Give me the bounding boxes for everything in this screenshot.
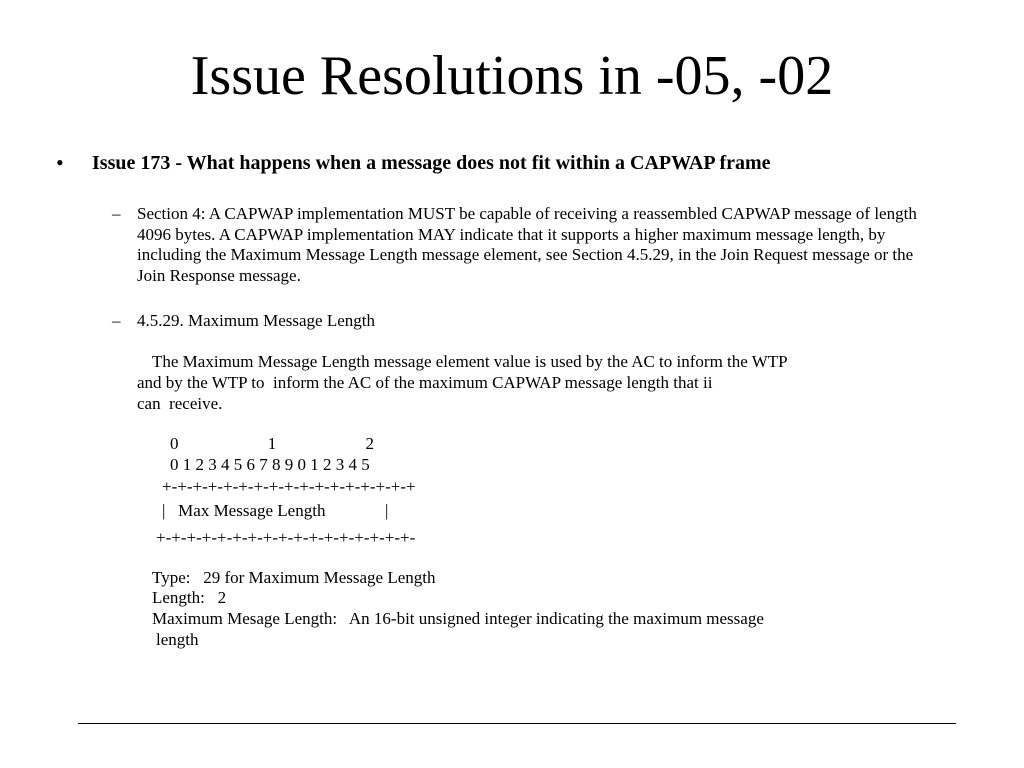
issue-heading: Issue 173 - What happens when a message does not fit within a CAPWAP frame [92,152,771,174]
max-length-field-line-cont: length [156,630,199,649]
bullet-marker: • [56,150,64,175]
max-length-field-line: Maximum Mesage Length: An 16-bit unsigned integer indicating the maximum message [152,609,764,628]
description-line: The Maximum Message Length message element value is used by the AC to inform the WTP [152,352,788,371]
section-4-text: Section 4: A CAPWAP implementation MUST be capable of receiving a reassembled CAPWAP message of length 4096 bytes. A CAPWAP implementation MAY indicate that it supports a higher maximum message length, by including the Maximum Message Length message element, see Section 4.5.29, in the Join Request message or the Join Response message. [137,204,917,285]
slide-title: Issue Resolutions in -05, -02 [190,45,834,107]
section-heading-4-5-29: 4.5.29. Maximum Message Length [137,311,375,330]
type-field-line: Type: 29 for Maximum Message Length [152,568,436,587]
diagram-border-top: +-+-+-+-+-+-+-+-+-+-+-+-+-+-+-+-+ [162,477,416,496]
bit-ruler-units: 0 1 2 3 4 5 6 7 8 9 0 1 2 3 4 5 [170,455,370,474]
description-line: can receive. [137,394,223,413]
diagram-border-bottom: +-+-+-+-+-+-+-+-+-+-+-+-+-+-+-+-+- [156,528,416,547]
diagram-field-row: | Max Message Length | [162,501,389,520]
sub-bullet-dash: – [112,204,121,223]
footer-divider [78,723,956,724]
description-line: and by the WTP to inform the AC of the maximum CAPWAP message length that ii [137,373,713,392]
bit-ruler-tens: 0 1 2 [170,434,374,453]
sub-bullet-dash: – [112,311,121,330]
length-field-line: Length: 2 [152,588,227,607]
